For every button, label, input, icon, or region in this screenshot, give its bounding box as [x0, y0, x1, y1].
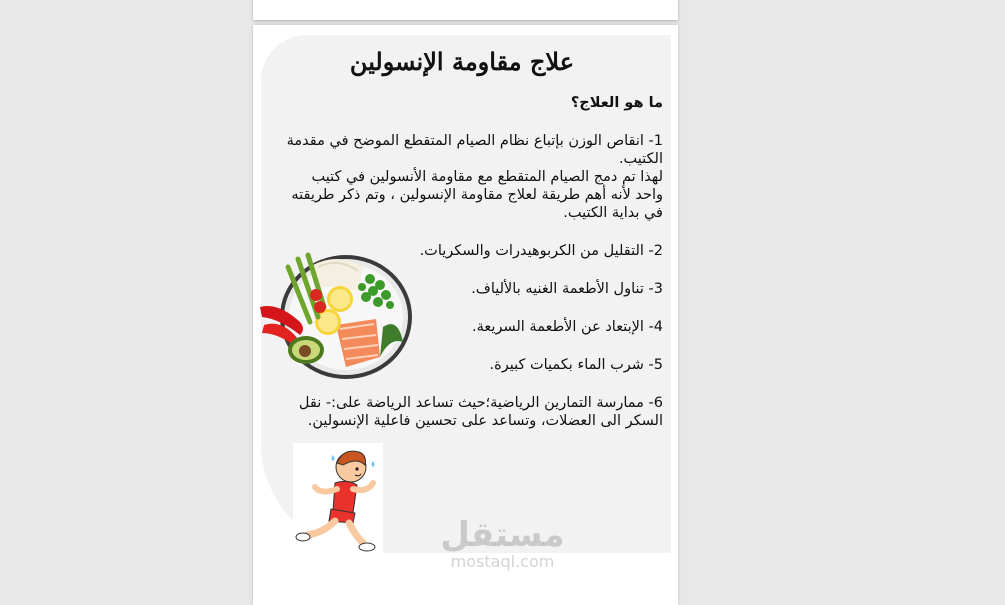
- list-item-6: 6- ممارسة التمارين الرياضية؛حيث تساعد الرياضة على:- نقل السكر الى العضلات، وتساعد على تحسين فاعلية الإنسولين.: [298, 395, 663, 429]
- running-boy-image: [293, 443, 383, 555]
- paragraph-1: 1- انقاص الوزن بإتباع نظام الصيام المتقطع الموضح في مقدمة الكتيب.: [286, 133, 663, 167]
- healthy-food-plate-image: [258, 247, 413, 387]
- document-page: [253, 25, 678, 605]
- question-heading: ما هو العلاج؟: [570, 95, 663, 111]
- list-item-2: 2- التقليل من الكربوهيدرات والسكريات.: [419, 243, 663, 259]
- paragraph-2: لهذا تم دمج الصيام المتقطع مع مقاومة الأنسولين في كتيب واحد لأنه أهم طريقة لعلاج مقاومة الإنسولين ، وتم ذكر طريقته في بداية الكتيب.: [291, 169, 663, 221]
- previous-page: [253, 0, 678, 20]
- page-title: علاج مقاومة الإنسولين: [349, 47, 575, 76]
- list-item-3: 3- تناول الأطعمة الغنيه بالألياف.: [471, 281, 663, 297]
- paragraph-block: [283, 132, 663, 222]
- watermark-latin: mostaql.com: [450, 552, 555, 571]
- watermark-arabic: مستقل: [440, 515, 565, 555]
- list-item-4: 4- الإبتعاد عن الأطعمة السريعة.: [472, 319, 663, 335]
- list-item-5: 5- شرب الماء بكميات كبيرة.: [489, 357, 663, 373]
